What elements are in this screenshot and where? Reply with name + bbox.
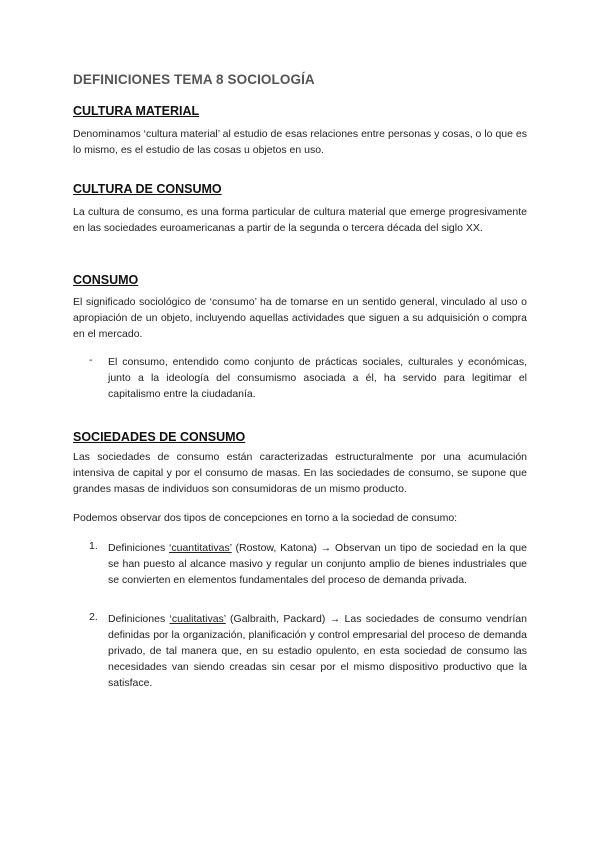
paragraph-sociedades-consumo: Las sociedades de consumo están caracterizadas estructuralmente por una acumulación intensiva de capital y por el consumo de masas. En las sociedades de consumo, se supone que grandes masas de individuos son consumidoras de un mismo producto.	[73, 451, 527, 495]
term-cuantitativas: ‘cuantitativas’	[169, 542, 232, 554]
paragraph-intro-concepciones: Podemos observar dos tipos de concepciones en torno a la sociedad de consumo:	[73, 512, 458, 524]
heading-cultura-material: CULTURA MATERIAL	[73, 104, 200, 118]
page-title: DEFINICIONES TEMA 8 SOCIOLOGÍA	[73, 72, 315, 87]
heading-cultura-consumo: CULTURA DE CONSUMO	[73, 182, 222, 196]
bullet-text-consumo: El consumo, entendido como conjunto de prácticas sociales, culturales y económicas, junto a la ideología del consumismo asociada a él, ha servido para legitimar el capitalismo entre la ciudadanía.	[108, 356, 527, 400]
list-item-cualitativas	[108, 611, 527, 691]
list-item-lead: Definiciones	[108, 542, 170, 554]
list-item-lead: Definiciones	[108, 613, 170, 625]
bullet-marker: -	[89, 354, 93, 366]
list-item-body: (Galbraith, Packard) → Las sociedades de consumo vendrían definidas por la organización, planificación y control empresarial del proceso de demanda privado, de tal manera que, en su estadio opulento, en esta sociedad de consumo las necesidades van siendo creadas sin cesar por el mismo dispositivo productivo que la satisface.	[108, 613, 527, 689]
paragraph-consumo: El significado sociológico de ‘consumo’ ha de tomarse en un sentido general, vinculado al uso o apropiación de un objeto, incluyendo aquellas actividades que siguen a su adquisición o compra en el mercado.	[73, 296, 527, 340]
paragraph-cultura-material: Denominamos ‘cultura material’ al estudio de esas relaciones entre personas y cosas, o lo que es lo mismo, es el estudio de las cosas u objetos en uso.	[73, 128, 527, 156]
list-item-body: (Rostow, Katona) → Observan un tipo de sociedad en la que se han puesto al alcance masivo y regular un conjunto amplio de bienes industriales que se convierten en elementos fundamentales del proceso de demanda privada.	[108, 542, 527, 586]
list-number-1: 1.	[89, 540, 98, 552]
paragraph-cultura-consumo: La cultura de consumo, es una forma particular de cultura material que emerge progresivamente en las sociedades euroamericanas a partir de la segunda o tercera década del siglo XX.	[73, 206, 527, 234]
heading-sociedades-consumo: SOCIEDADES DE CONSUMO	[73, 430, 246, 444]
list-number-2: 2.	[89, 611, 98, 623]
heading-consumo: CONSUMO	[73, 273, 139, 287]
list-item-cuantitativas	[108, 540, 527, 588]
term-cualitativas: ‘cualitativas’	[169, 613, 226, 625]
